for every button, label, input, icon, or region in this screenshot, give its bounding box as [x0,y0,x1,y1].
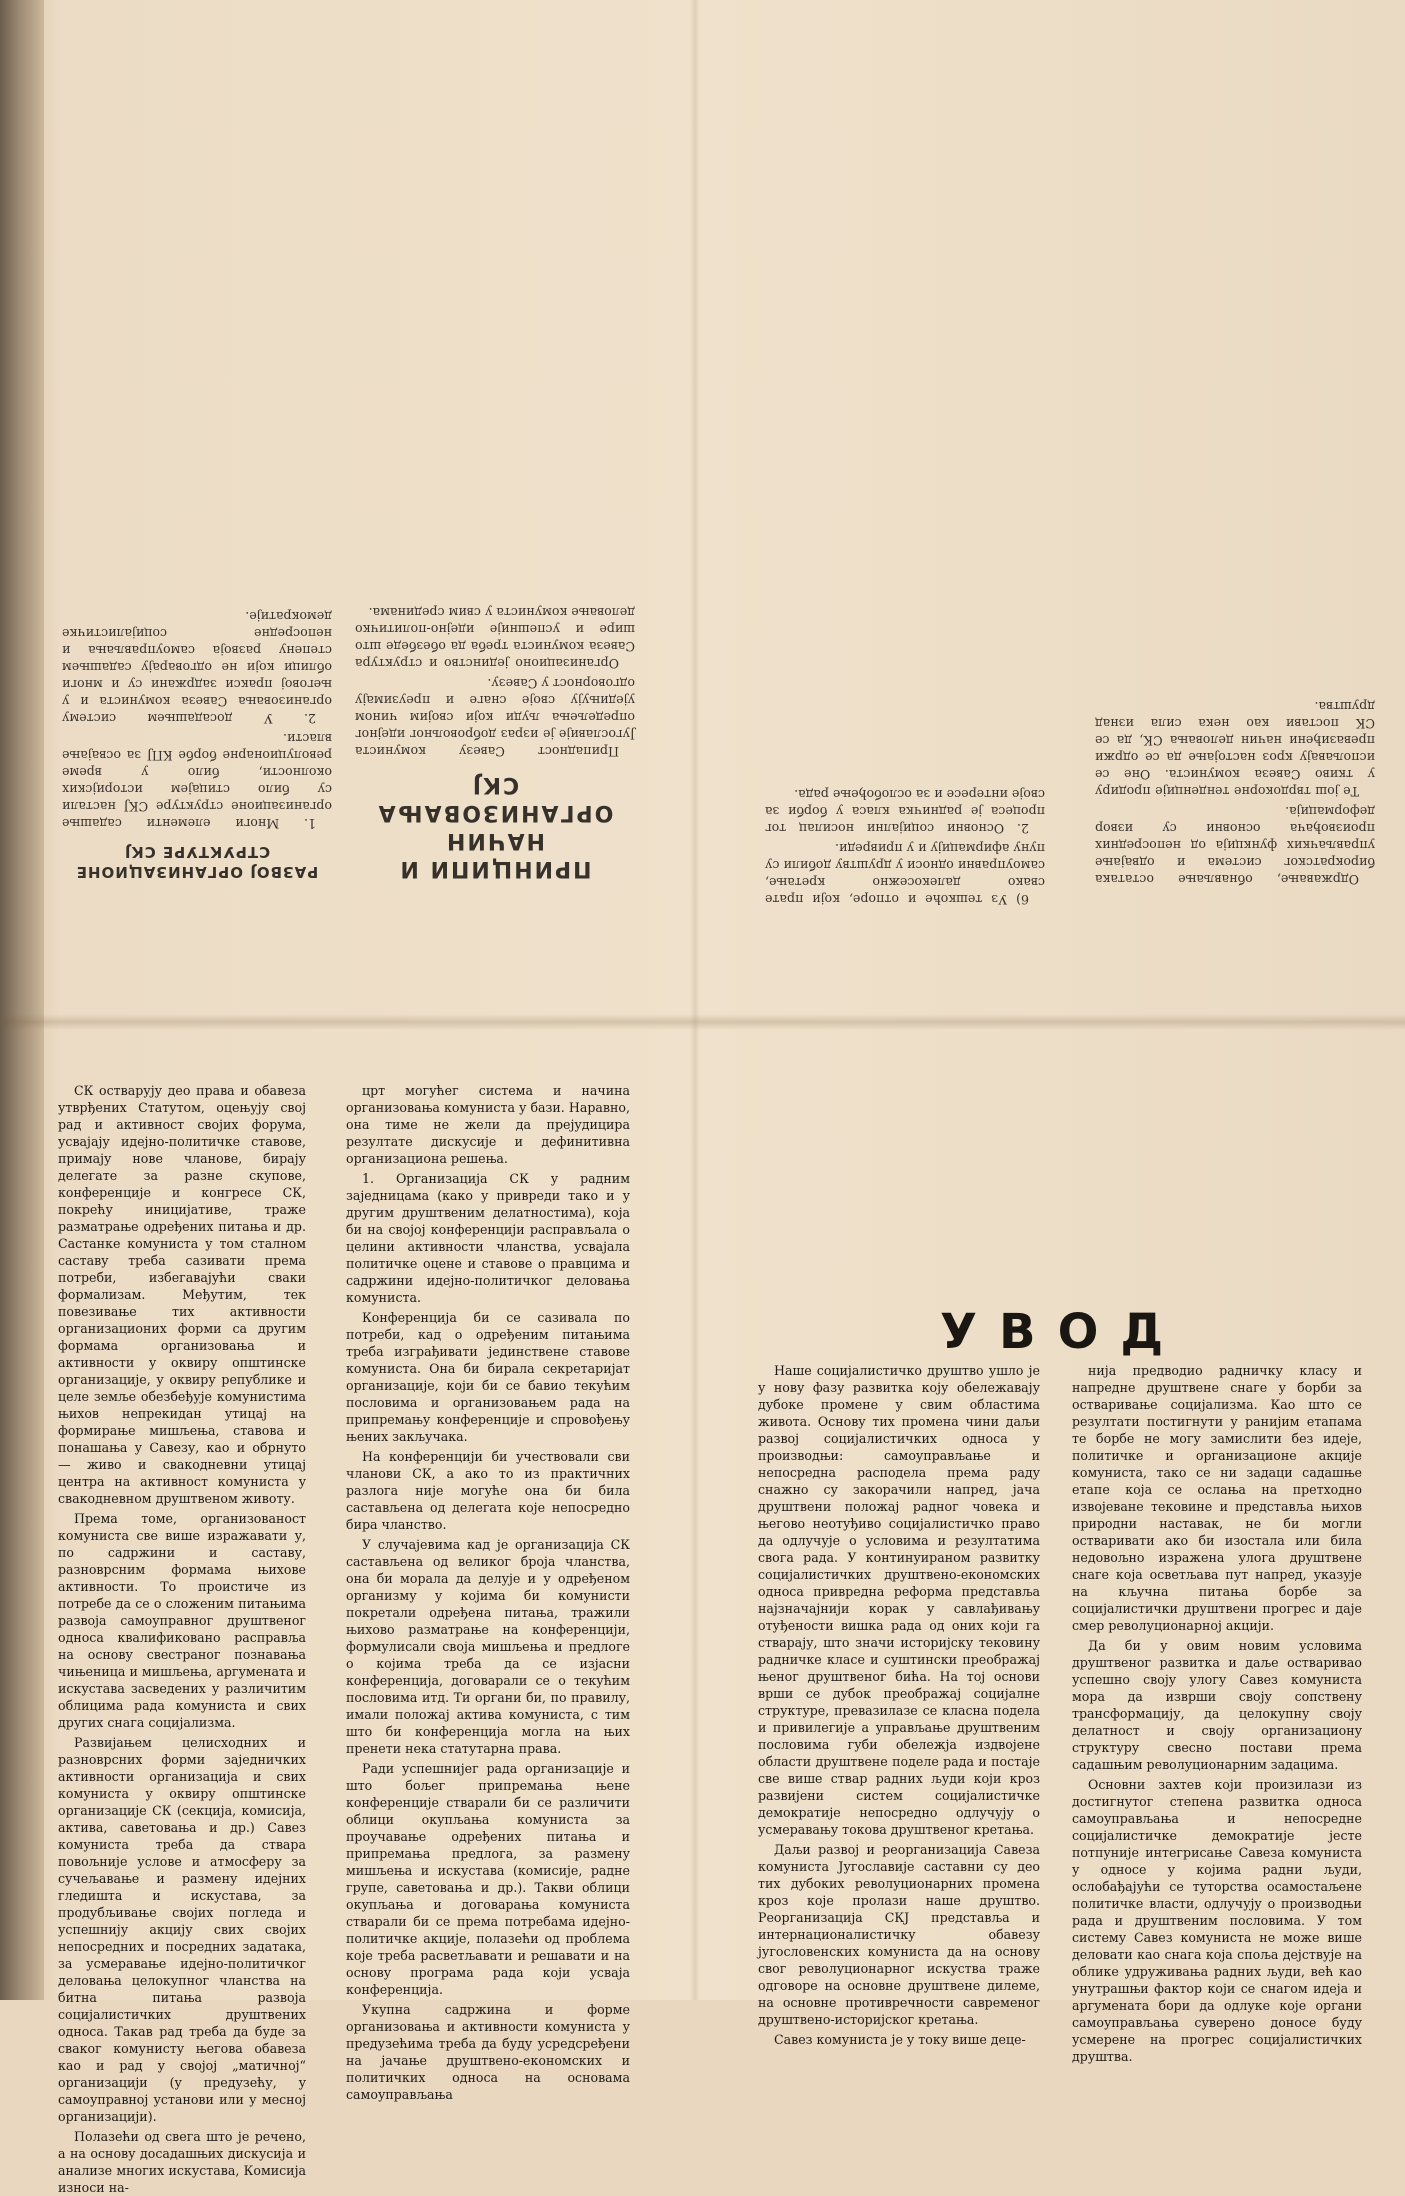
body-paragraph: Савез комуниста је у току више деце- [774,2032,1026,2047]
body-paragraph: На конференцији би учествовали сви чланови СК, а ако то из практичних разлога није могуће она би била састављена од делегата које непосредно бира чланство. [346,1449,630,1532]
vertical-fold-crease [690,0,700,2000]
body-paragraph: нија предводио радничку класу и напредне друштвене снаге у борби за остваривање социјализма. Као што се резултати постигнути у ранијим етапама те борбе не могу замислити без идеје, политичке и организационе акције комуниста, тако се ни задаци садашње етапе која се ослања на претходно извојеване тековине и представља њихов природни наставак, не би могли остваривати ако би изостала или била недовољно изражена улога друштвене снаге која осветљава пут напред, указује на кључна питања борбе за социјалистички друштвени прогрес и даје смер револуционарној акцији. [1072,1363,1362,1633]
article-title: УВОД [940,1304,1186,1360]
body-paragraph: Према томе, организованост комуниста све више изражавати у, по садржини и саставу, разноврсним формама њихове активности. То проистиче из потребе да се о сложеним питањима развоја самоуправног друштвеног односа квалификовано расправља на основу свестраног познавања чињеница и мишљења, аргумената и искустава засведених у различитим облицима рада комуниста и свих других снага социјализма. [58,1511,306,1730]
top-col4-paragraph: Те још тврдокорне тенденције продиру у ткиво Савеза комуниста. Оне се испољавају кроз настојање да се одржи превазиђени начин деловања СК, да се СК постави као нека сила изнад друштва. [1095,699,1375,799]
body-paragraph: Основни захтев који произилази из достигнутог степена развитка односа самоуправљања и непосредне социјалистичке демократије јесте потпуније интегрисање Савеза комуниста у односе у којима радни људи, ослобађајући се туторства осамостаљене политичке власти, одлучују о производњи рада и друштвеним пословима. У том систему Савез комуниста не може више деловати као снага која споља дејствује на облике удруживања радних људи, већ као унутрашњи фактор који се снагом идеја и аргумената бори да одлуке које органи самоуправљања суверено доносе буду усмерене на прогрес социјалистичких друштва. [1072,1777,1362,2064]
body-paragraph: Ради успешнијег рада организације и што бољег припремања њене конференције стварали би се различити облици окупљања комуниста за проучавање одређених питања и припремања предлога, за размену мишљења и искустава (комисије, радне групе, саветовања и др.). Такви облици окупљања и договарања комуниста стварали би се према потребама идејно-политичке акције, полазећи од проблема које треба расветљавати и решавати и на основу програма рада који усваја конференција. [346,1761,630,1997]
body-paragraph: СК остварују део права и обавеза утврђених Статутом, оцењују свој рад и активност својих форума, усвајају идејно-политичке ставове, примају нове чланове, бирају делегате за разне скупове, конференције и конгресе СК, покрећу иницијативе, траже разматрање одређених питања и др. Састанке комуниста у том сталном саставу треба сазивати према потреби, избегавајући сваки формализам. Међутим, тек повезивање тих активности организационих форми са другим формама организовања и активности у оквиру општинске организације, у оквиру републике и целе земље обезбеђује комунистима њихов непрекидан утицај на формирање мишљења, ставова и понашања у Савезу, као и обрнуто — живо и свакодневни утицај центра на активност комуниста у свакодневном друштвеном животу. [58,1083,306,1506]
top-col2-paragraph: Организационо јединство и структура Савеза комуниста треба да обезбеде што шире и успешније идејно-политичко деловање комуниста у свим срединама. [355,605,635,671]
top-col2-paragraph: Припадност Савезу комуниста Југославије је израз добровољног идејног опредељења људи који својим чином уједињују своје снаге и преузимају одговорност у Савезу. [355,676,635,759]
horizontal-fold-crease [0,1014,1405,1030]
top-col1-heading: РАЗВОЈ ОРГАНИЗАЦИОНЕ СТРУКТУРЕ СКЈ [75,843,319,881]
body-paragraph: Полазећи од свега што је речено, а на основу досадашњих дискусија и анализе многих искустава, Комисија износи на- [58,2129,306,2195]
top-column-3 [765,8,1045,908]
body-paragraph: Наше социјалистичко друштво ушло је у нову фазу развитка коју обележавају дубоке промене у свим областима живота. Основу тих промена чини даљи развој социјалистичких односа у производњи: самоуправљање и непосредна расподела према раду снажно су закорачили напред, јача друштвени положај радног човека и његово неотуђиво социјалистичко право да одлучује о условима и резултатима свога рада. У континуираном развитку социјалистичких друштвено-економских односа привредна реформа представља најзначајнији корак у савлађивању отуђености вишка рада од оних који га стварају, што значи историјску тековину радничке класе и суштински преображај њеног друштвеног бића. На тој основи врши се дубок преображај социјалне структуре, превазилазе се класна подела и привилегије а управљање друштвеним пословима губи обележја издвојене области друштвене поделе рада и постаје све више ствар радних људи који кроз развијени систем социјалистичке демократије непосредно одлучују о усмеравању токова друштвеног кретања. [758,1363,1040,1837]
body-paragraph: Даљи развој и реорганизација Савеза комуниста Југославије саставни су део тих дубоких револуционарних промена кроз које пролази наше друштво. Реорганизација СКЈ представља и интернационалистичку обавезу југословенских комуниста да на основу свог револуционарног искуства траже одговоре на основне друштвене дилеме, на основне противречности савременог друштвено-историјског кретања. [758,1842,1040,2027]
body-paragraph: Укупна садржина и форме организовања и активности комуниста у предузећима треба да буду усредсређени на јачање друштвено-економских и политичких односа на основама самоуправљања [346,2002,630,2102]
top-col4-paragraph: Одржавање, обнављање остатака бирократског система и одвајање управљачких функција од непосредних произвођача основни су извор деформација. [1095,804,1375,887]
page-binding-shadow [0,0,44,2000]
top-col1-paragraph: 1. Многи елементи садашње организационе структуре СКЈ настали су било стицајем историјских околности, било у време револуционарне борбе КПЈ за освајање власти. [62,731,332,831]
top-column-2 [355,8,635,888]
body-paragraph: 1. Организација СК у радним заједницама (како у привреди тако и у другим друштвеним делатностима), која би на својој конференцији расправљала о целини активности чланства, усвајала политичке оцене и ставове о правцима и садржини идејно-политичког деловања комуниста. [346,1171,630,1305]
bottom-column-3 [758,1362,1040,2047]
bottom-column-1 [58,1082,306,2195]
top-col1-paragraph: 2. У досадашњем систему организовања Савеза комуниста и у његовој пракси задржани су и многи облици који не одговарају садашњем степену развоја самоуправљања и непосредне социјалистичке демократије. [62,609,332,726]
top-column-4 [1095,8,1375,888]
body-paragraph: Конференција би се сазивала по потреби, кад о одређеним питањима треба изграђивати јединствене ставове комуниста. Она би бирала секретаријат организације, који би се бавио текућим пословима и организовањем рада на припремању конференције и спровођењу њених закључака. [346,1310,630,1444]
body-paragraph: Да би у овим новим условима друштвеног развитка и даље остваривао успешно своју улогу Савез комуниста мора да изврши своју сопствену трансформацију, да целокупну своју делатност и своју организациону структуру свесно постави према садашњим револуционарним задацима. [1072,1638,1362,1772]
bottom-column-4 [1072,1362,1362,2064]
body-paragraph: црт могућег система и начина организовања комуниста у бази. Наравно, она тиме не жели да прејудицира резултате дискусије и дефинитивна организациона решења. [346,1083,630,1166]
body-paragraph: Развијањем целисходних и разноврсних форми заједничких активности организација и свих комуниста у оквиру општинске организације СК (секција, комисија, актива, саветовања и др.) Савез комуниста треба да ствара повољније услове и атмосферу за сучељавање и размену идејних гледишта и искустава, за продубљивање својих погледа и успешнију акцију свих својих непосредних и посредних задатака, за усмеравање идејно-политичког деловања целокупног чланства на битна питања развоја социјалистичких друштвених односа. Такав рад треба да буде за сваког комунисту његова обавеза као и рад у својој „матичној“ организацији (у предузећу, у самоуправној установи или у месној организацији). [58,1735,306,2124]
top-column-1 [62,8,332,888]
body-paragraph: У случајевима кад је организација СК састављена од великог броја чланства, она би морала да делује и у одређеном организму у којима би комунисти покретали одређена питања, тражили њихово разматрање на конференцији, формулисали своја мишљења и предлоге о којима треба да се изјасни конференција, договарали се о текућим пословима итд. Ти органи би, по правилу, имали положај актива комуниста, с тим што би конференција могла на њих пренети нека статутарна права. [346,1537,630,1756]
top-col3-paragraph: 2. Основни социјални носилац тог процеса је радничка класа у борби за своје интересе и за ослобођење рада. [765,787,1045,836]
top-col3-paragraph: 6) Уз тешкоће и отпоре, који прате свако далекосежно кретање, самоуправни односи у друштву добили су пуну афирмацију и у привреди. [765,841,1045,907]
top-col2-heading: ПРИНЦИПИ И НАЧИН ОРГАНИЗОВАЊА СКЈ [376,772,614,881]
bottom-column-2 [346,1082,630,2102]
